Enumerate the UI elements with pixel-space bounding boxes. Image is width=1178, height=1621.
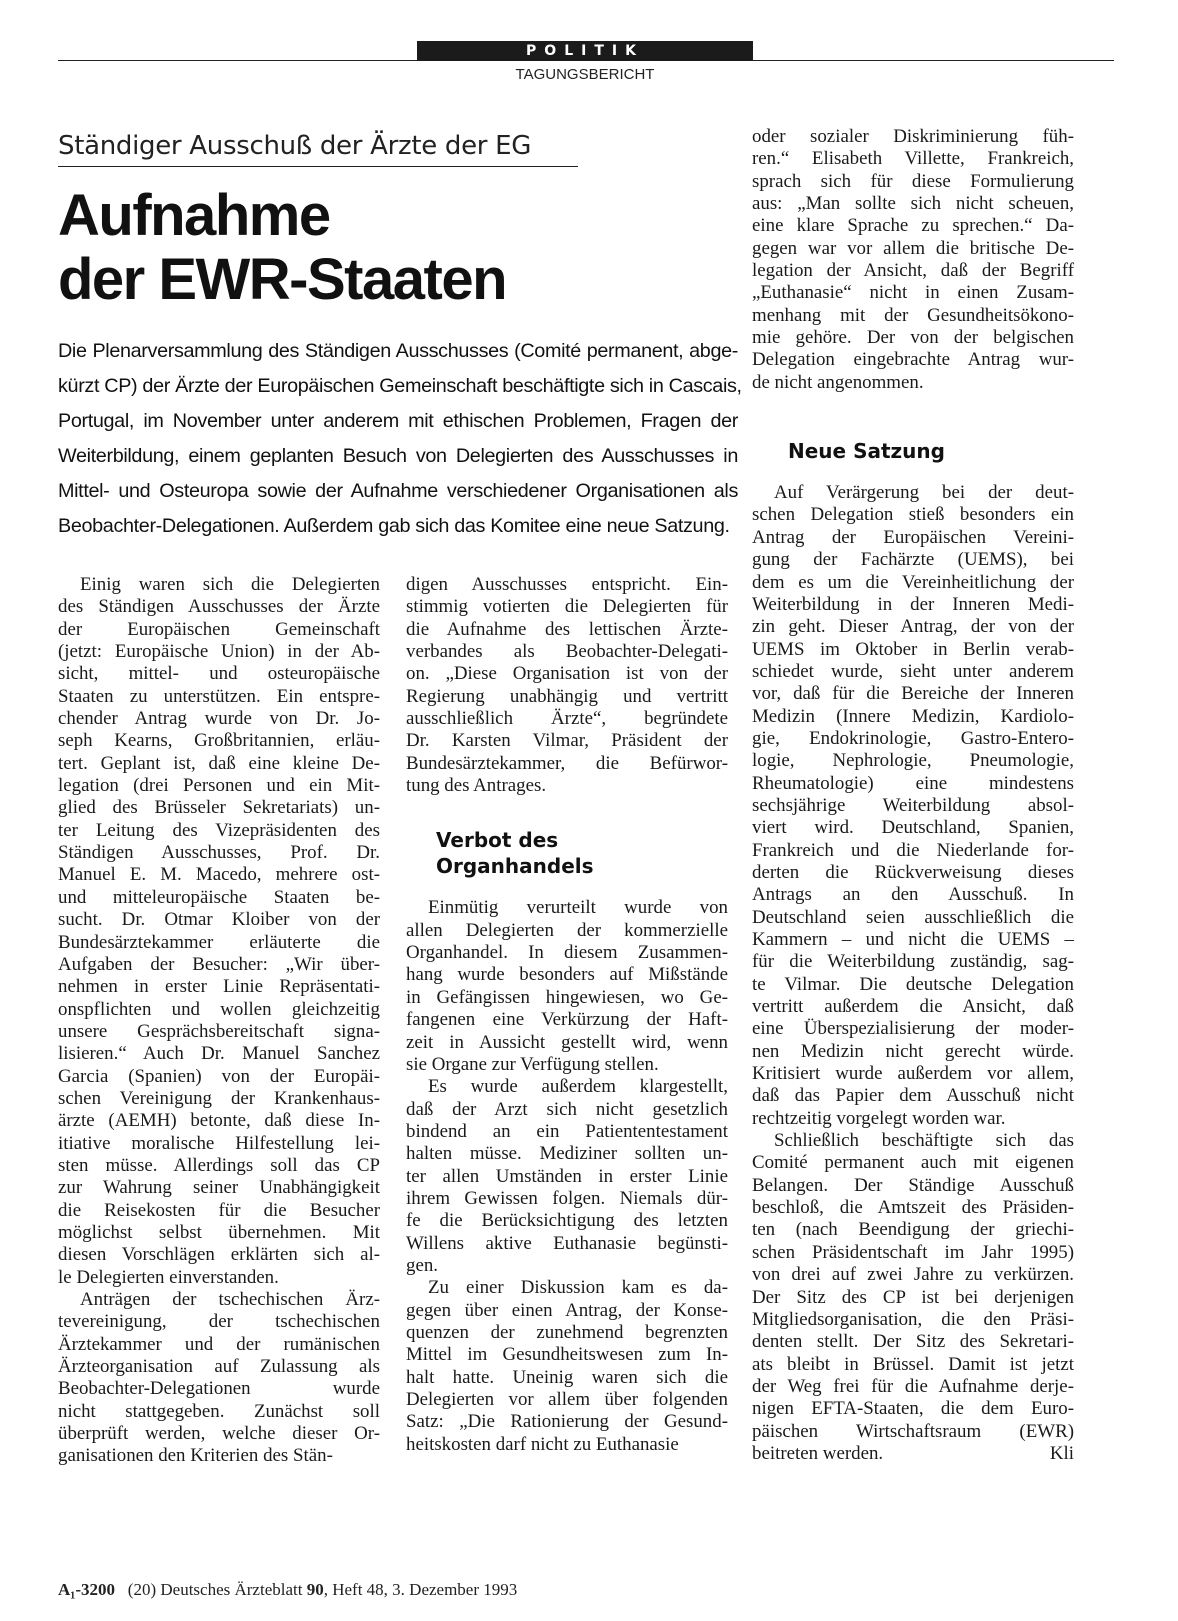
headline-line: Aufnahme: [58, 183, 330, 248]
lead-line: Weiterbildung, einem geplanten Besuch von Delegierten des Ausschusses in: [58, 445, 738, 467]
text-line: verbandes als Beobachter-Delegati-: [406, 641, 728, 663]
text-line: zur Wahrung seiner Unabhängigkeit: [58, 1177, 380, 1199]
lead-line: kürzt CP) der Ärzte der Europäischen Gemeinschaft beschäftigte sich in Cascais,: [58, 375, 742, 397]
text-line: fangenen eine Verkürzung der Haft-: [406, 1009, 728, 1031]
text-line: beitreten werden.: [752, 1442, 884, 1464]
text-line: mie gehöre. Der von der belgischen: [752, 327, 1074, 349]
text-line: menhang mit der Gesundheitsökono-: [752, 304, 1074, 326]
text-line: denten stellt. Der Sitz des Sekretari-: [752, 1331, 1074, 1353]
subheading-neue-satzung: Neue Satzung: [788, 439, 945, 464]
text-line: legation (drei Personen und ein Mit-: [58, 775, 380, 797]
text-line: eine klare Sprache zu sprechen.“ Da-: [752, 215, 1074, 237]
text-line: vertritt außerdem die Ansicht, daß: [752, 996, 1074, 1018]
text-line: Bundesärztekammer erläuterte die: [58, 931, 380, 953]
text-line: ausschließlich Ärzte“, begründete: [406, 708, 728, 730]
text-line: Manuel E. M. Macedo, mehrere ost-: [58, 864, 380, 886]
text-line: Comité permanent auch mit eigenen: [752, 1152, 1074, 1174]
text-line: halten müsse. Mediziner sollten un-: [406, 1143, 728, 1165]
text-line: stimmig votierten die Delegierten für: [406, 596, 728, 618]
text-line: tung des Antrages.: [406, 775, 547, 797]
text-line: ter allen Umständen in erster Linie: [406, 1165, 728, 1187]
body-column-3: [752, 126, 1074, 1465]
text-line: unsere Gesprächsbereitschaft signa-: [58, 1020, 380, 1042]
body-column-2: [406, 574, 728, 1456]
text-line: Schließlich beschäftigte sich das: [774, 1130, 1074, 1152]
text-line: ren.“ Elisabeth Villette, Frankreich,: [752, 148, 1074, 170]
text-line: chender Antrag wurde von Dr. Jo-: [58, 708, 380, 730]
text-line: Regierung unabhängig und vertritt: [406, 685, 728, 707]
headline-line: der EWR-Staaten: [58, 247, 507, 312]
text-line: fe die Berücksichtigung des letzten: [406, 1210, 728, 1232]
text-line: (jetzt: Europäische Union) in der Ab-: [58, 641, 380, 663]
text-line: gie, Endokrinologie, Gastro-Entero-: [752, 727, 1074, 749]
text-line: Antrag der Europäischen Vereini-: [752, 526, 1074, 548]
text-line: sechsjährige Weiterbildung absol-: [752, 794, 1074, 816]
text-line: oder sozialer Diskriminierung füh-: [752, 126, 1074, 147]
text-line: diesen Vorschlägen erklärten sich al-: [58, 1244, 380, 1266]
text-line: eine Überspezialisierung der moder-: [752, 1018, 1074, 1040]
text-line: daß das Papier dem Ausschuß nicht: [752, 1085, 1074, 1107]
subheading-line: Verbot des: [436, 828, 559, 853]
text-line: Ständigen Ausschusses, Prof. Dr.: [58, 842, 380, 864]
lead-line: Beobachter-Delegationen. Außerdem gab sich das Komitee eine neue Satzung.: [58, 515, 730, 537]
text-line: Mitgliedsorganisation, die den Präsi-: [752, 1308, 1074, 1330]
text-line: Frankreich und die Niederlande for-: [752, 839, 1074, 861]
text-line: gegen über einen Antrag, der Konse-: [406, 1299, 728, 1321]
page-number: (20): [127, 1580, 157, 1599]
text-line: legation der Ansicht, daß der Begriff: [752, 260, 1074, 282]
text-line: ihrem Gewissen folgen. Niemals dür-: [406, 1187, 728, 1209]
text-line: päischen Wirtschaftsraum (EWR): [752, 1420, 1074, 1442]
subheading-organhandel: [406, 827, 728, 879]
text-line: onspflichten und wollen gleichzeitig: [58, 998, 380, 1020]
text-line: zeit in Aussicht gestellt wird, wenn: [406, 1031, 728, 1053]
text-line: Ärztekammer und der rumänischen: [58, 1333, 380, 1355]
text-line: te Vilmar. Die deutsche Delegation: [752, 973, 1074, 995]
text-line: des Ständigen Ausschusses der Ärzte: [58, 596, 380, 618]
text-line: Deutschland seien ausschließlich die: [752, 906, 1074, 928]
text-line: sprach sich für diese Formulierung: [752, 170, 1074, 192]
text-line: der Europäischen Gemeinschaft: [58, 618, 380, 640]
text-line: Bundesärztekammer, die Befürwor-: [406, 752, 728, 774]
text-line: möglichst selbst übernehmen. Mit: [58, 1221, 380, 1243]
text-line: Organhandel. In diesem Zusammen-: [406, 942, 728, 964]
text-line: halt hatte. Uneinig waren sich die: [406, 1366, 728, 1388]
text-line: nehmen in erster Linie Repräsentati-: [58, 976, 380, 998]
article-headline: [58, 184, 698, 312]
text-line: schiedet wurde, sieht unter anderem: [752, 660, 1074, 682]
lead-line: Portugal, im November unter anderem mit ethischen Problemen, Fragen der: [58, 410, 738, 432]
article-kicker: Ständiger Ausschuß der Ärzte der EG: [58, 130, 578, 167]
text-line: Garcia (Spanien) von der Europäi-: [58, 1065, 380, 1087]
text-line: überprüft werden, welche dieser Or-: [58, 1423, 380, 1445]
text-line: sucht. Dr. Otmar Kloiber von der: [58, 909, 380, 931]
text-line: Rheumatologie) eine mindestens: [752, 772, 1074, 794]
text-line: und mitteleuropäische Staaten be-: [58, 886, 380, 908]
text-line: Beobachter-Delegationen wurde: [58, 1378, 380, 1400]
text-line: seph Kearns, Großbritannien, erläu-: [58, 730, 380, 752]
text-line: ter Leitung des Vizepräsidenten des: [58, 819, 380, 841]
text-line: Aufgaben der Besucher: „Wir über-: [58, 953, 380, 975]
text-line: ats bleibt in Brüssel. Damit ist jetzt: [752, 1353, 1074, 1375]
text-line: glied des Brüsseler Sekretariats) un-: [58, 797, 380, 819]
text-line: Dr. Karsten Vilmar, Präsident der: [406, 730, 728, 752]
text-line: in Gefängissen hingewiesen, wo Ge-: [406, 986, 728, 1008]
text-line: Staaten zu unterstützen. Ein entspre-: [58, 685, 380, 707]
text-line: rechtzeitig vorgelegt worden war.: [752, 1107, 1006, 1129]
text-line: Zu einer Diskussion kam es da-: [428, 1277, 728, 1299]
text-line: itiative moralische Hilfestellung lei-: [58, 1132, 380, 1154]
text-line: lisieren.“ Auch Dr. Manuel Sanchez: [58, 1043, 380, 1065]
subsection-label: TAGUNGSBERICHT: [515, 66, 655, 83]
text-line: „Euthanasie“ nicht in einen Zusam-: [752, 282, 1074, 304]
text-line: Belangen. Der Ständige Ausschuß: [752, 1174, 1074, 1196]
text-line: Kammern – und nicht die UEMS –: [752, 929, 1074, 950]
text-line: daß der Arzt sich nicht gesetzlich: [406, 1098, 728, 1120]
lead-line: Mittel- und Osteuropa sowie der Aufnahme verschiedener Organisationen als: [58, 480, 738, 502]
text-line: Es wurde außerdem klargestellt,: [428, 1076, 728, 1098]
text-line: aus: „Man sollte sich nicht scheuen,: [752, 193, 1074, 215]
text-line: bindend an ein Patiententestament: [406, 1120, 728, 1142]
text-line: ganisationen den Kriterien des Stän-: [58, 1445, 333, 1467]
text-line: de nicht angenommen.: [752, 371, 924, 393]
text-line: vor, daß für die Bereiche der Inneren: [752, 683, 1074, 705]
text-line: le Delegierten einverstanden.: [58, 1266, 279, 1288]
journal-name: Deutsches Ärzteblatt: [160, 1580, 303, 1599]
section-rubric: POLITIK: [417, 41, 753, 61]
author-signature: Kli: [1049, 1442, 1074, 1464]
text-line: beschloß, die Amtszeit des Präsiden-: [752, 1197, 1074, 1219]
text-line: Weiterbildung in der Inneren Medi-: [752, 593, 1074, 615]
article-lead: [58, 334, 742, 544]
text-line: viert wird. Deutschland, Spanien,: [752, 817, 1074, 839]
text-line: Anträgen der tschechischen Ärz-: [80, 1289, 380, 1310]
text-line: hang wurde besonders auf Mißstände: [406, 964, 728, 986]
lead-line: Die Plenarversammlung des Ständigen Ausschusses (Comité permanent, abge-: [58, 340, 738, 362]
page-footer: [58, 1580, 758, 1600]
text-line: Ärzteorganisation auf Zulassung als: [58, 1356, 380, 1378]
page-code: A₁-3200: [58, 1580, 116, 1599]
text-line: nigen EFTA-Staaten, die dem Euro-: [752, 1398, 1074, 1420]
text-line: nen Medizin nicht gerecht würde.: [752, 1040, 1074, 1062]
text-line: zin geht. Dieser Antrag, der von der: [752, 616, 1074, 638]
text-line: Kritisiert wurde außerdem vor allem,: [752, 1063, 1074, 1085]
issue-date: , Heft 48, 3. Dezember 1993: [323, 1580, 518, 1599]
text-line: digen Ausschusses entspricht. Ein-: [406, 574, 728, 595]
subheading-line: Organhandels: [436, 854, 594, 879]
text-line: Delegation eingebrachte Antrag wur-: [752, 349, 1074, 371]
text-line: Delegierten vor allem über folgenden: [406, 1389, 728, 1410]
text-line: ten (nach Beendigung der griechi-: [752, 1219, 1074, 1241]
text-line: Einig waren sich die Delegierten: [80, 574, 380, 595]
text-line: die Reisekosten für die Besucher: [58, 1199, 380, 1221]
text-line: Einmütig verurteilt wurde von: [428, 897, 728, 919]
text-line: tevereinigung, der tschechischen: [58, 1311, 380, 1333]
text-line: von drei auf zwei Jahre zu verkürzen.: [752, 1264, 1074, 1286]
text-line: schen Vereinigung der Krankenhaus-: [58, 1087, 380, 1109]
text-line: schen Delegation stieß besonders ein: [752, 504, 1074, 526]
text-line: gegen war vor allem die britische De-: [752, 237, 1074, 259]
text-line: Willens aktive Euthanasie begünsti-: [406, 1232, 728, 1254]
text-line: Satz: „Die Rationierung der Gesund-: [406, 1411, 728, 1433]
text-line: gen.: [406, 1254, 438, 1276]
text-line: Medizin (Innere Medizin, Kardiolo-: [752, 705, 1074, 727]
body-column-1: [58, 574, 380, 1468]
journal-volume: 90: [306, 1580, 324, 1599]
text-line: Antrags an den Ausschuß. In: [752, 884, 1074, 906]
text-line: logie, Nephrologie, Pneumologie,: [752, 750, 1074, 772]
text-line: allen Delegierten der kommerzielle: [406, 919, 728, 941]
text-line: heitskosten darf nicht zu Euthanasie: [406, 1433, 679, 1455]
text-line: sicht, mittel- und osteuropäische: [58, 663, 380, 685]
text-line: dem es um die Vereinheitlichung der: [752, 571, 1074, 593]
text-line: sten müsse. Allerdings soll das CP: [58, 1154, 380, 1176]
text-line: nicht stattgegeben. Zunächst soll: [58, 1400, 380, 1422]
text-line: für die Weiterbildung zuständig, sag-: [752, 951, 1074, 973]
text-line: UEMS im Oktober in Berlin verab-: [752, 638, 1074, 660]
text-line: Mittel im Gesundheitswesen zum In-: [406, 1344, 728, 1366]
text-line: ärzte (AEMH) betonte, daß diese In-: [58, 1110, 380, 1132]
text-line: Auf Verärgerung bei der deut-: [774, 482, 1074, 504]
text-line: der Weg frei für die Aufnahme derje-: [752, 1375, 1074, 1397]
text-line: die Aufnahme des lettischen Ärzte-: [406, 618, 728, 640]
text-line: gung der Fachärzte (UEMS), bei: [752, 549, 1074, 571]
text-line: derten die Rückverweisung dieses: [752, 861, 1074, 883]
text-line: on. „Diese Organisation ist von der: [406, 663, 728, 685]
text-line: tert. Geplant ist, daß eine kleine De-: [58, 752, 380, 774]
text-line: schen Präsidentschaft im Jahr 1995): [752, 1241, 1074, 1263]
text-line: sie Organe zur Verfügung stellen.: [406, 1053, 659, 1075]
text-line: quenzen der zunehmend begrenzten: [406, 1321, 728, 1343]
text-line: Der Sitz des CP ist bei derjenigen: [752, 1286, 1074, 1308]
